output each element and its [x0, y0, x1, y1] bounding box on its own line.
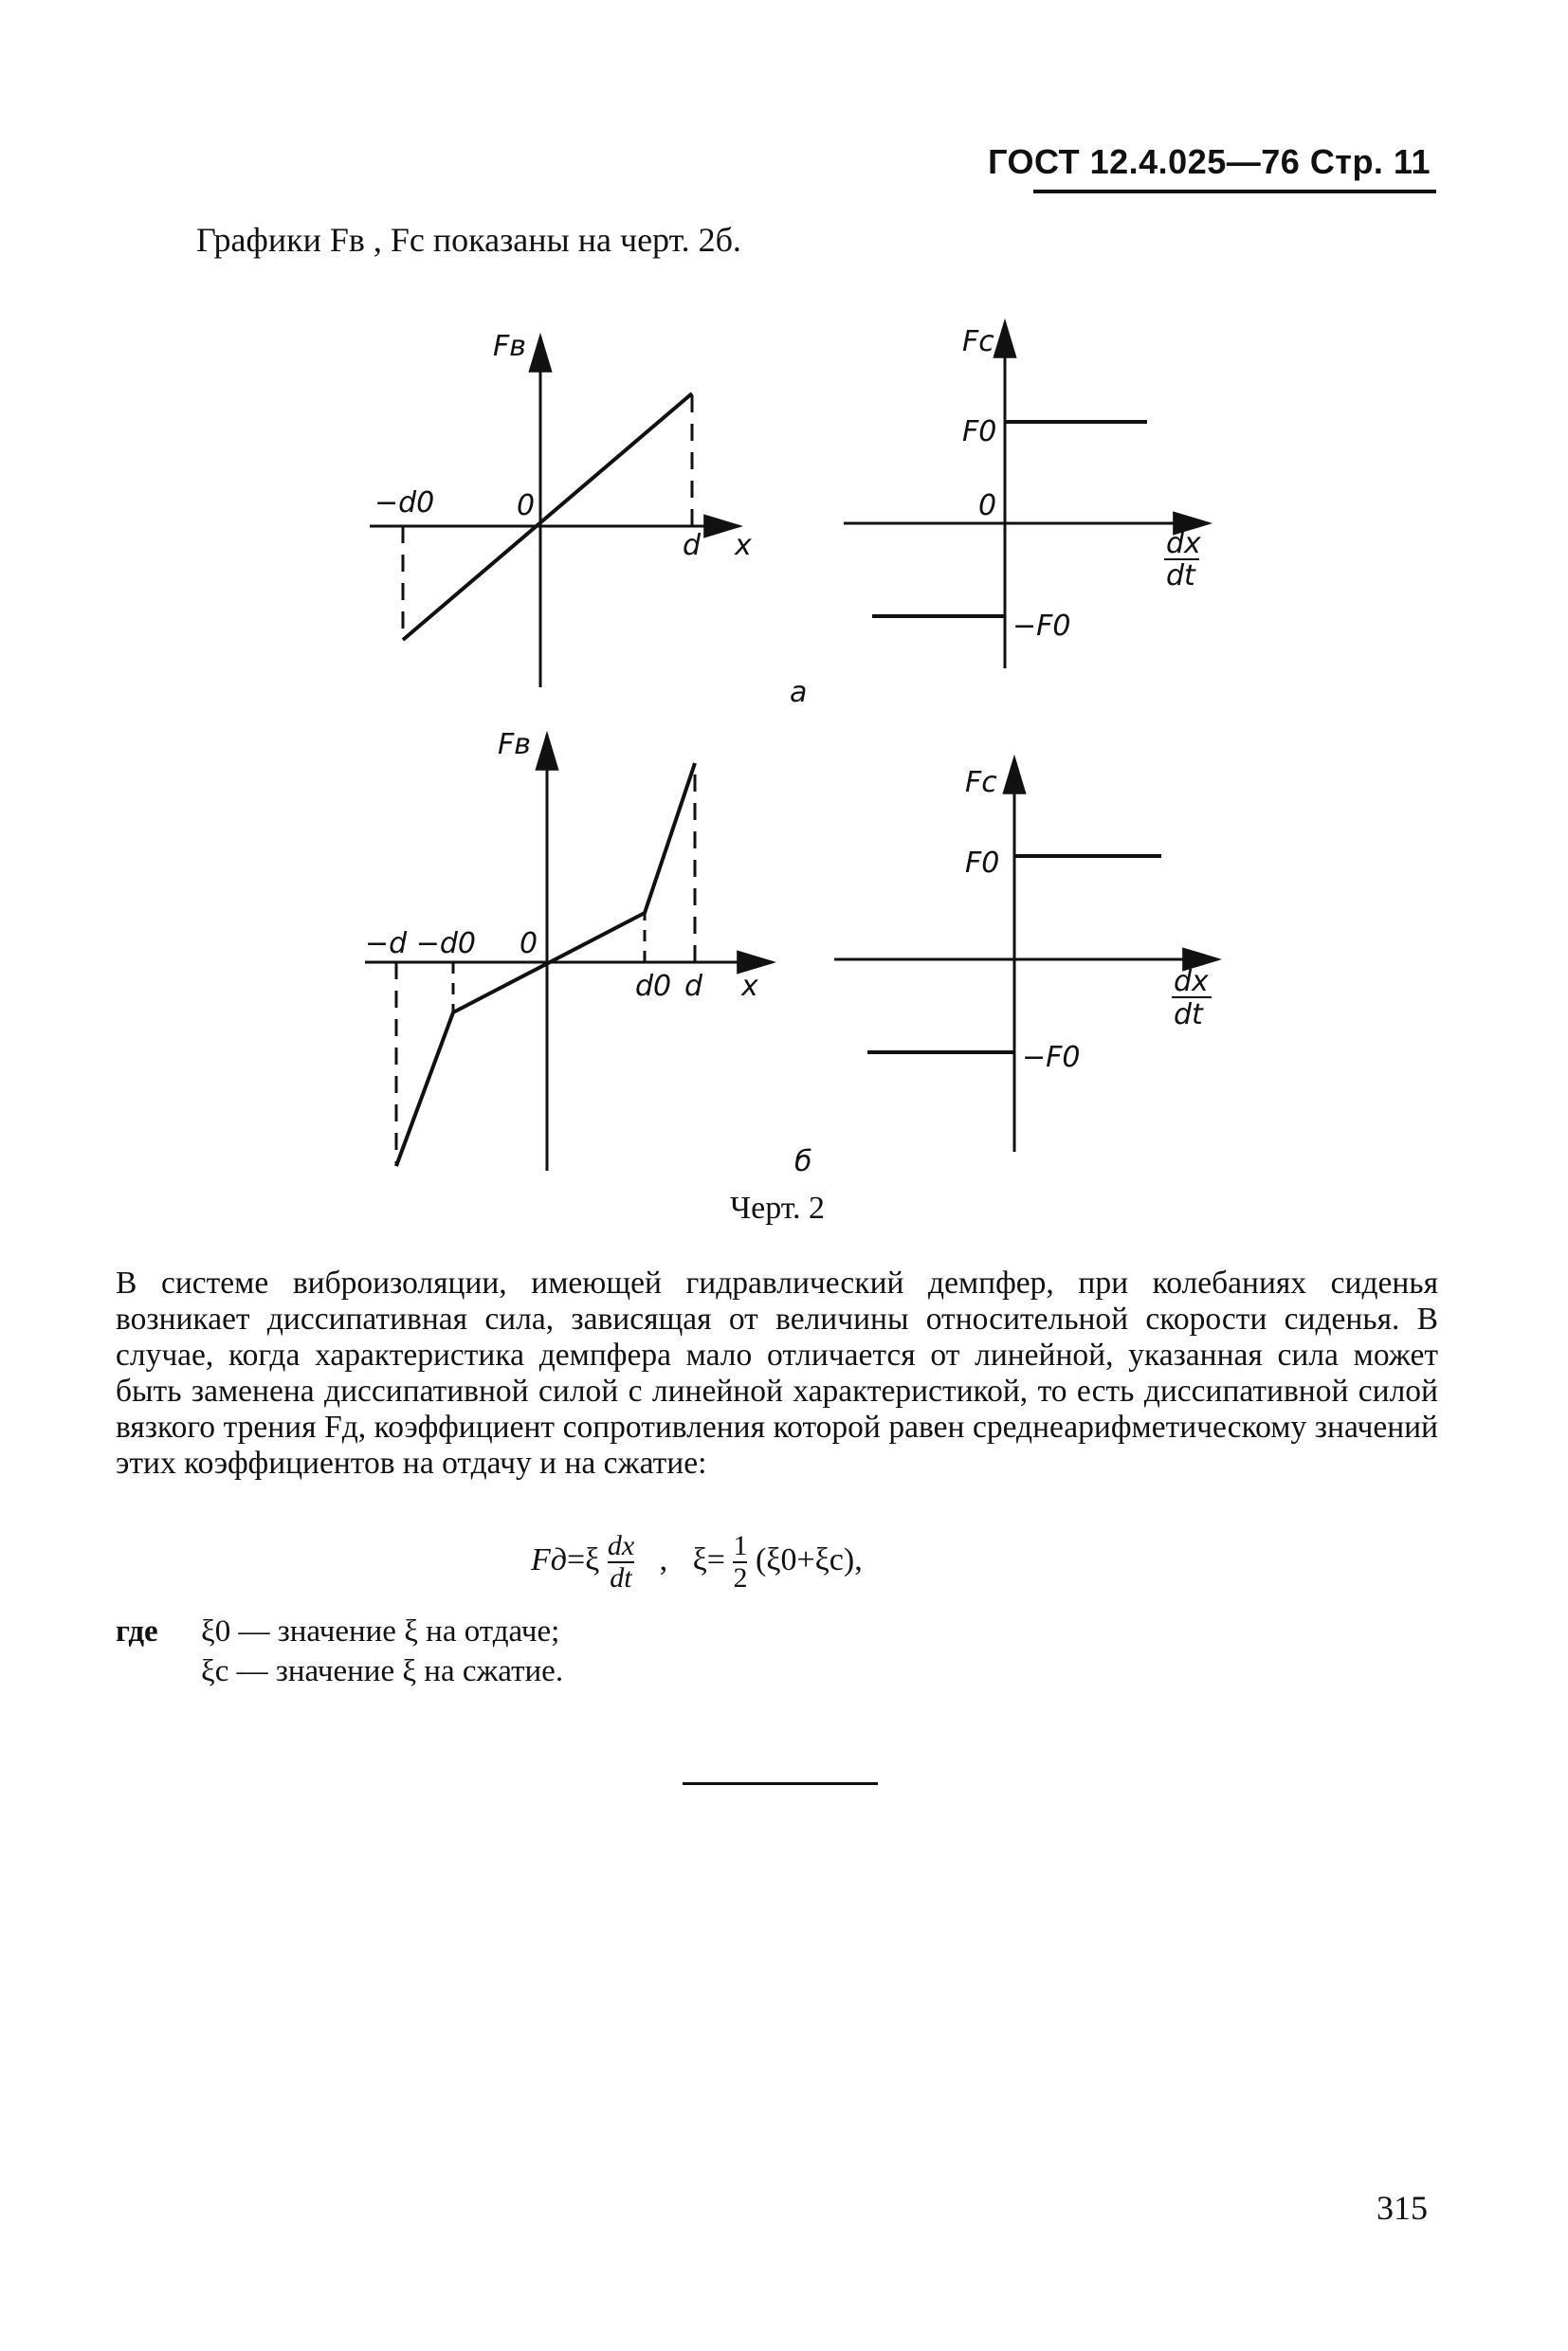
- panel-b-label: б: [794, 1145, 812, 1178]
- label-minus-f0-a: −F0: [1012, 610, 1071, 643]
- label-f0-b: F0: [965, 847, 1000, 880]
- formula-den: dt: [610, 1562, 632, 1594]
- panel-a-label: a: [790, 676, 808, 709]
- page-number: 315: [1377, 2189, 1428, 2227]
- label-d0-b: d0: [635, 970, 672, 1003]
- formula-num: dx: [607, 1530, 635, 1561]
- formula-rest: (ξ0+ξc),: [755, 1541, 863, 1577]
- formula-lhs: Fд: [531, 1541, 567, 1577]
- label-fc-a: Fc: [962, 325, 994, 358]
- body-paragraph: В системе виброизоляции, имеющей гидравлический демпфер, при колебаниях сиденья возникает диссипативная сила, зависящая от величины относительной скорости сиденья. В случае, когда характеристика демпфера мало отличается от линейной, указанная сила может быть заменена диссипативной силой с линейной характеристикой, то есть диссипативной силой вязкого трения Fд, коэффициент сопротивления которой равен среднеарифметическому значений этих коэффициентов на отдачу и на сжатие:: [116, 1266, 1438, 1481]
- label-f0-a: F0: [962, 415, 997, 448]
- intro-line: Графики Fв , Fс показаны на черт. 2б.: [196, 221, 741, 259]
- label-zero-a-right: 0: [978, 489, 997, 522]
- formula-half-den: 2: [733, 1562, 748, 1594]
- label-dt-b: dt: [1174, 998, 1203, 1031]
- label-x-b: x: [741, 970, 758, 1003]
- panel-b-right-plot: [834, 758, 1218, 1152]
- label-minus-d0-a: −d0: [374, 486, 435, 519]
- label-dt-a: dt: [1166, 559, 1195, 592]
- label-minus-d-minus-d0-b: −d −d0: [365, 927, 476, 960]
- figure-caption: Черт. 2: [730, 1191, 826, 1226]
- label-d-a: d: [683, 529, 702, 562]
- label-minus-f0-b: −F0: [1022, 1041, 1081, 1074]
- where-block: [116, 1612, 563, 1691]
- standard-code: ГОСТ 12.4.025—76: [988, 142, 1301, 181]
- label-x-a: x: [735, 529, 752, 562]
- label-zero-a-left: 0: [517, 489, 536, 522]
- formula-eq: =ξ: [566, 1541, 600, 1577]
- label-dx-b: dx: [1174, 965, 1209, 998]
- label-fv-b: Fв: [498, 728, 531, 761]
- where-keyword: где: [116, 1614, 158, 1649]
- where-item-xic: ξc — значение ξ на сжатие.: [201, 1654, 564, 1688]
- label-dx-a: dx: [1166, 527, 1201, 560]
- formula-xi: ξ=: [692, 1541, 725, 1577]
- formula-half-num: 1: [733, 1530, 748, 1561]
- page-label: Стр. 11: [1309, 142, 1431, 181]
- label-fc-b: Fc: [965, 766, 997, 799]
- end-rule: [683, 1782, 878, 1785]
- formula: [531, 1531, 863, 1594]
- formula-sep: ,: [659, 1541, 668, 1577]
- label-fv-a: Fв: [493, 330, 526, 363]
- label-d-b: d: [684, 970, 703, 1003]
- label-zero-b-left: 0: [520, 927, 538, 960]
- where-item-xi0: ξ0 — значение ξ на отдаче;: [201, 1614, 560, 1649]
